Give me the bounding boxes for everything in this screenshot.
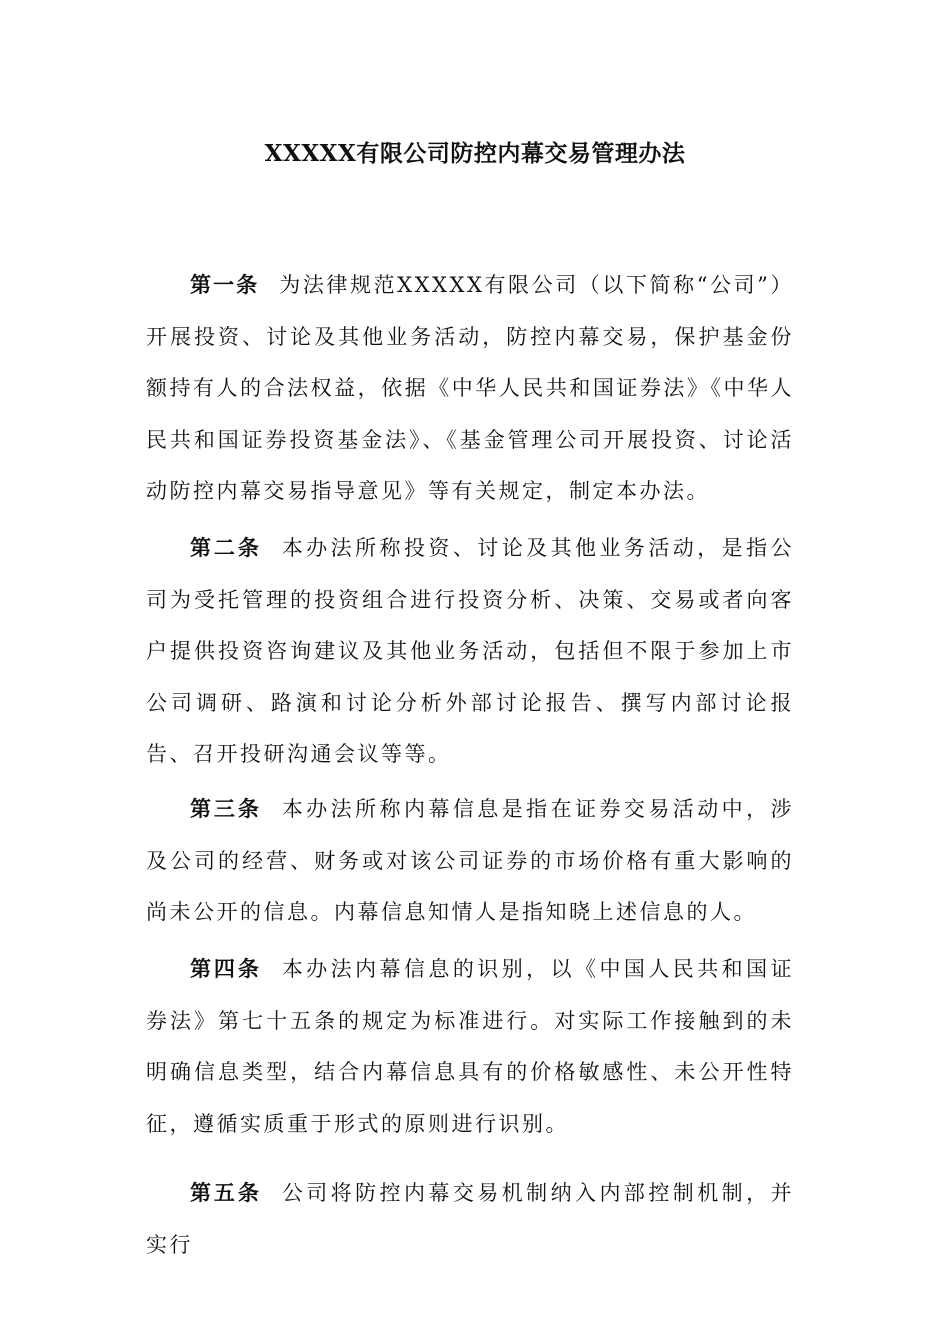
article-2-text: 本办法所称投资、讨论及其他业务活动，是指公司为受托管理的投资组合进行投资分析、决策、交易或者向客户提供投资咨询建议及其他业务活动，包括但不限于参加上市公司调研、路演和讨论分析外部讨论报告、撰写内部讨论报告、召开投研沟通会议等等。 bbox=[146, 536, 795, 766]
article-5 bbox=[146, 1167, 794, 1271]
article-3-label: 第三条 bbox=[190, 796, 262, 821]
article-5-label: 第五条 bbox=[190, 1180, 262, 1205]
article-1-text: 为法律规范XXXXX有限公司（以下简称“公司”）开展投资、讨论及其他业务活动，防控内幕交易，保护基金份额持有人的合法权益，依据《中华人民共和国证券法》《中华人民共和国证券投资基金法》、《基金管理公司开展投资、讨论活动防控内幕交易指导意见》等有关规定，制定本办法。 bbox=[146, 273, 794, 503]
article-2-label: 第二条 bbox=[190, 535, 262, 560]
article-3-text: 本办法所称内幕信息是指在证券交易活动中，涉及公司的经营、财务或对该公司证券的市场价格有重大影响的尚未公开的信息。内幕信息知情人是指知晓上述信息的人。 bbox=[146, 797, 795, 924]
article-3 bbox=[146, 783, 794, 939]
article-4-text: 本办法内幕信息的识别，以《中国人民共和国证券法》第七十五条的规定为标准进行。对实际工作接触到的未明确信息类型，结合内幕信息具有的价格敏感性、未公开性特征，遵循实质重于形式的原则进行识别。 bbox=[146, 957, 795, 1136]
article-4 bbox=[146, 943, 794, 1150]
article-5-text: 公司将防控内幕交易机制纳入内部控制机制，并实行 bbox=[146, 1181, 795, 1257]
article-2 bbox=[146, 522, 794, 781]
article-4-label: 第四条 bbox=[190, 956, 262, 981]
article-1 bbox=[146, 259, 794, 518]
document-title: XXXXX有限公司防控内幕交易管理办法 bbox=[264, 140, 686, 167]
article-1-label: 第一条 bbox=[190, 272, 260, 297]
